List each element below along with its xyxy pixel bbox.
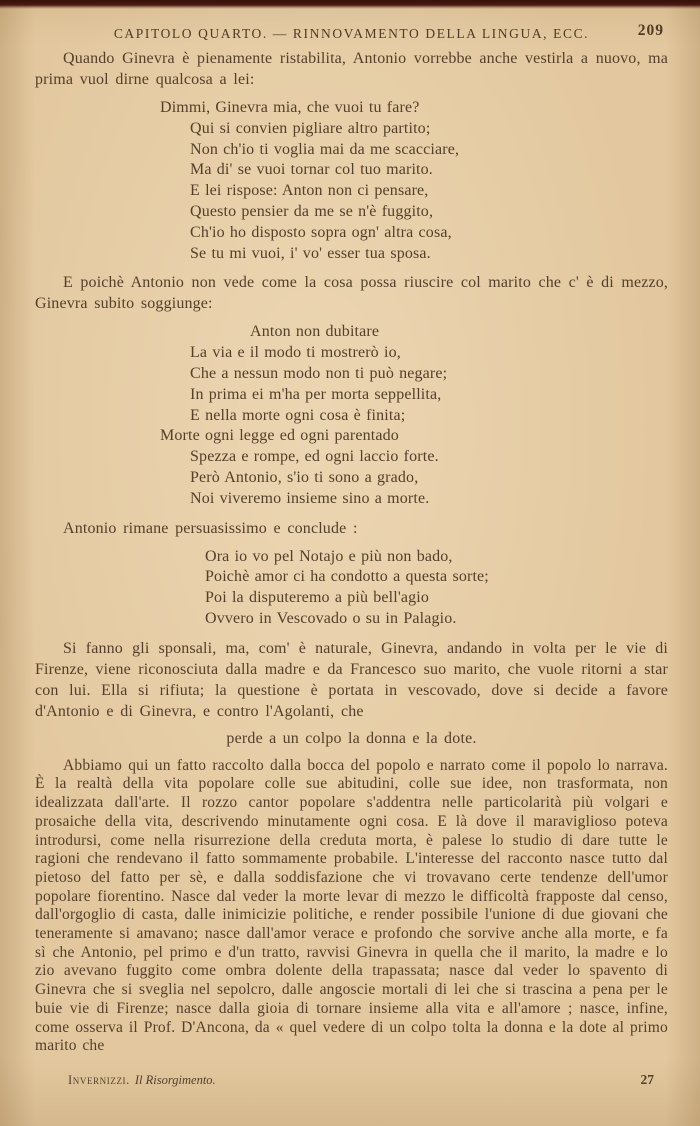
poem-line: Spezza e rompe, ed ogni laccio forte. <box>190 448 439 466</box>
footer-work-title: Il Risorgimento. <box>134 1073 216 1087</box>
poem-line: La via e il modo ti mostrerò io, <box>190 344 401 362</box>
poem-line: Ch'io ho disposto sopra ogn' altra cosa, <box>190 223 452 241</box>
page-number: 209 <box>637 22 664 39</box>
poem-line: Questo pensier da me se n'è fuggito, <box>190 202 434 220</box>
footer-signature-line <box>68 1072 654 1088</box>
paragraph-transition: E poichè Antonio non vede come la cosa possa riuscire col marito che c' è di mezzo, Ginevra subito soggiunge: <box>35 274 668 313</box>
paragraph-sponsali: Si fanno gli sponsali, ma, com' è naturale, Ginevra, andando in volta per le vie di Firenze, viene riconosciuta dalla madre e da Francesco suo marito, che vuole ritorni a star con lui. Ella si rifiuta; la questione è portata in vescovado, dove si decide a favore d'Antonio e di Ginevra, e contro l'Agolanti, che <box>35 639 668 720</box>
poem-line: E nella morte ogni cosa è finita; <box>190 406 406 424</box>
poem-line: Che a nessun modo non ti può negare; <box>190 364 448 382</box>
poem-line: Noi viveremo insieme sino a morte. <box>190 489 430 507</box>
poem-line: Poichè amor ci ha condotto a questa sorte; <box>205 568 489 586</box>
poem-line: In prima ei m'ha per morta seppellita, <box>190 385 442 403</box>
poem-line: E lei rispose: Anton non ci pensare, <box>190 182 429 200</box>
poem-line: Però Antonio, s'io ti sono a grado, <box>190 468 419 486</box>
poem-line: Ma di' se vuoi tornar col tuo marito. <box>190 161 433 179</box>
footer-signature-number: 27 <box>640 1072 654 1087</box>
poem-notajo <box>205 547 668 630</box>
poem-line: Poi la disputeremo a più bell'agio <box>205 589 430 607</box>
running-header <box>35 22 668 42</box>
poem-dimmi-ginevra <box>160 98 668 264</box>
verse-citation: perde a un colpo la donna e la dote. <box>226 729 477 747</box>
poem-line: Non ch'io ti voglia mai da me scacciare, <box>190 140 460 158</box>
chapter-title: CAPITOLO QUARTO. — RINNOVAMENTO DELLA LINGUA, ECC. <box>113 26 590 41</box>
poem-line: Morte ogni legge ed ogni parentado <box>160 427 399 445</box>
footer-signature <box>68 1073 216 1088</box>
poem-line: Anton non dubitare <box>250 323 380 341</box>
poem-line: Se tu mi vuoi, i' vo' esser tua sposa. <box>190 244 431 262</box>
poem-line: Ora io vo pel Notajo e più non bado, <box>205 547 453 565</box>
poem-line: Ovvero in Vescovado o su in Palagio. <box>205 609 457 627</box>
paragraph-commentary: Abbiamo qui un fatto raccolto dalla bocca del popolo e narrato come il popolo lo narrava. È la realtà della vita popolare colle sue abitudini, colle sue idee, non trasformata, non idealizzata dall'arte. Il rozzo cantor popolare s'addentra nelle particolarità più volgari e prosaiche della vita, descrivendo minutamente ogni cosa. E là dove il maraviglioso poteva introdursi, come nella risurrezione della creduta morta, è palese lo studio di dare tutte le ragioni che rendevano il fatto sommamente probabile. L'interesse del racconto nasce tutto dal pietoso del fatto per sè, e dalla soddisfazione che vi trovavano certe tendenze dell'umor popolare fiorentino. Nasce dal veder la morte levar di mezzo le difficoltà frapposte dal censo, dall'orgoglio di casta, dalle inimicizie politiche, e render possibile l'unione di due giovani che teneramente si amavano; nasce dall'amor verace e profondo che sorvive anche alla morte, e fa sì che Antonio, pel primo e d'un tratto, ravvisi Ginevra in quella che il marito, la madre e lo zio avevano fuggito come ombra dolente della trapassata; nasce dal veder lo spavento di Ginevra che si sveglia nel sepolcro, dalle angoscie mortali di lei che si trascina a pena per le buie vie di Firenze; nasce dalla gioia di tornare insieme alla vita e all'amore ; nasce, infine, come osserva il Prof. D'Ancona, da « quel vedere di un colpo tolta la donna e la dote al primo marito che <box>35 756 668 1055</box>
footer-author: Invernizzi. <box>68 1073 130 1087</box>
paragraph-intro: Quando Ginevra è pienamente ristabilita, Antonio vorrebbe anche vestirla a nuovo, ma prima vuol dirne qualcosa a lei: <box>35 50 668 88</box>
poem-line: Qui si convien pigliare altro partito; <box>190 119 431 137</box>
poem-anton-non-dubitare <box>160 322 668 509</box>
poem-line: Dimmi, Ginevra mia, che vuoi tu fare? <box>160 99 420 116</box>
paragraph-antonio-concludes: Antonio rimane persuasissimo e conclude : <box>63 519 358 537</box>
